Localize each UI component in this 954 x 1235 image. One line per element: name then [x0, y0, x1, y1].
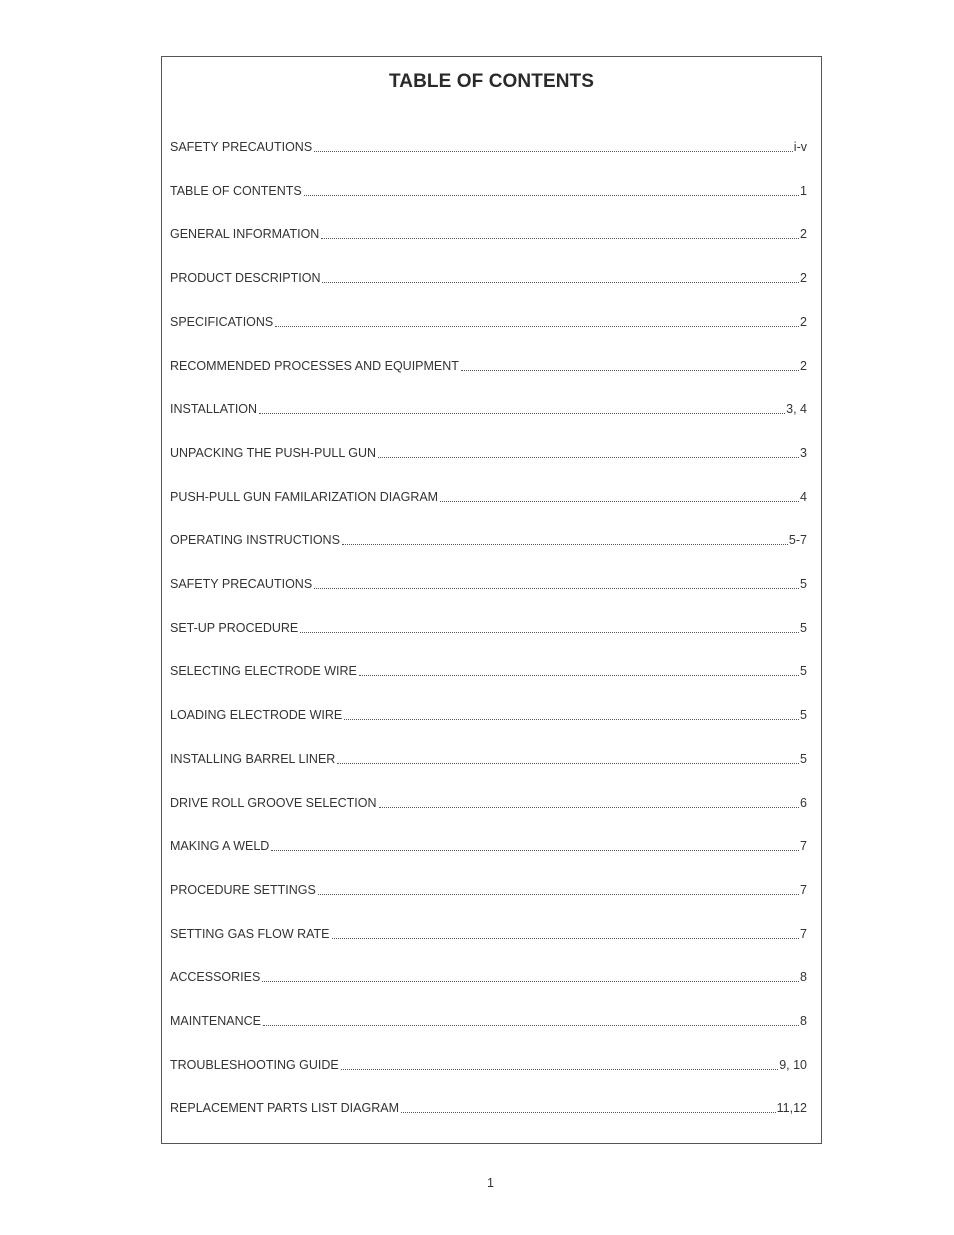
toc-entry [170, 969, 807, 985]
toc-entry [170, 139, 807, 155]
toc-entry-page: 2 [800, 358, 807, 373]
toc-dot-leader [337, 751, 799, 767]
toc-entry [170, 707, 807, 723]
toc-entry-label: GENERAL INFORMATION [170, 227, 320, 242]
toc-entry [170, 358, 807, 374]
toc-entry-label: SELECTING ELECTRODE WIRE [170, 664, 357, 679]
toc-list [170, 57, 807, 1143]
toc-entry-page: 2 [800, 271, 807, 286]
toc-entry-label: DRIVE ROLL GROOVE SELECTION [170, 795, 377, 810]
toc-entry-page: 1 [800, 183, 807, 198]
toc-entry [170, 663, 807, 679]
toc-entry [170, 620, 807, 636]
toc-entry-label: TABLE OF CONTENTS [170, 183, 302, 198]
toc-entry-label: UNPACKING THE PUSH-PULL GUN [170, 445, 377, 460]
toc-entry [170, 1013, 807, 1029]
toc-entry-page: 4 [800, 489, 807, 504]
toc-entry [170, 445, 807, 461]
toc-entry [170, 226, 807, 242]
toc-entry-page: 8 [800, 970, 807, 985]
toc-dot-leader [318, 882, 799, 898]
toc-entry-label: ACCESSORIES [170, 970, 261, 985]
toc-dot-leader [259, 401, 785, 417]
toc-entry-label: SETTING GAS FLOW RATE [170, 926, 330, 941]
toc-dot-leader [314, 576, 799, 592]
toc-dot-leader [314, 139, 793, 155]
toc-dot-leader [321, 226, 799, 242]
toc-dot-leader [341, 1057, 778, 1073]
toc-entry [170, 838, 807, 854]
toc-entry [170, 751, 807, 767]
toc-entry-label: SPECIFICATIONS [170, 314, 274, 329]
toc-dot-leader [263, 1013, 799, 1029]
toc-entry-page: i-v [793, 140, 807, 154]
toc-entry [170, 576, 807, 592]
toc-entry-label: SAFETY PRECAUTIONS [170, 140, 313, 154]
toc-dot-leader [461, 358, 799, 374]
toc-entry [170, 1057, 807, 1073]
toc-dot-leader [344, 707, 799, 723]
toc-entry-label: SET-UP PROCEDURE [170, 620, 299, 635]
toc-entry-page: 9, 10 [779, 1057, 807, 1072]
toc-dot-leader [332, 926, 800, 942]
toc-entry [170, 183, 807, 199]
toc-entry-page: 6 [800, 795, 807, 810]
toc-entry-label: PUSH-PULL GUN FAMILARIZATION DIAGRAM [170, 489, 439, 504]
toc-entry [170, 401, 807, 417]
toc-entry [170, 314, 807, 330]
toc-entry-page: 3 [800, 445, 807, 460]
toc-dot-leader [304, 183, 799, 199]
toc-entry-page: 7 [800, 926, 807, 941]
toc-entry [170, 1100, 807, 1116]
toc-entry-page: 7 [800, 839, 807, 854]
toc-entry-label: TROUBLESHOOTING GUIDE [170, 1057, 339, 1072]
toc-entry-page: 3, 4 [786, 402, 807, 417]
toc-entry [170, 532, 807, 548]
toc-dot-leader [275, 314, 799, 330]
toc-dot-leader [440, 489, 799, 505]
toc-entry-page: 7 [800, 882, 807, 897]
toc-entry [170, 795, 807, 811]
toc-entry-page: 5 [800, 577, 807, 591]
toc-dot-leader [271, 838, 799, 854]
toc-entry [170, 882, 807, 898]
toc-entry-page: 5 [800, 708, 807, 723]
toc-entry-page: 5 [800, 620, 807, 635]
toc-entry-label: REPLACEMENT PARTS LIST DIAGRAM [170, 1101, 399, 1116]
toc-dot-leader [322, 270, 799, 286]
toc-dot-leader [342, 532, 788, 548]
toc-entry-label: INSTALLING BARREL LINER [170, 751, 336, 766]
toc-entry [170, 489, 807, 505]
toc-entry-label: MAINTENANCE [170, 1014, 261, 1028]
toc-entry [170, 270, 807, 286]
toc-dot-leader [300, 620, 799, 636]
toc-entry-page: 5 [800, 664, 807, 679]
page-number: 1 [487, 1176, 494, 1190]
toc-entry-label: PROCEDURE SETTINGS [170, 882, 316, 897]
toc-entry-page: 8 [800, 1014, 807, 1028]
toc-entry-page: 5 [800, 751, 807, 766]
toc-entry-label: INSTALLATION [170, 402, 258, 417]
toc-entry [170, 926, 807, 942]
toc-dot-leader [262, 969, 799, 985]
toc-entry-label: OPERATING INSTRUCTIONS [170, 533, 340, 548]
toc-entry-label: PRODUCT DESCRIPTION [170, 271, 321, 286]
toc-entry-label: LOADING ELECTRODE WIRE [170, 708, 343, 723]
page-title: TABLE OF CONTENTS [388, 71, 595, 92]
toc-dot-leader [378, 445, 799, 461]
toc-dot-leader [401, 1100, 776, 1116]
toc-entry-page: 5-7 [788, 533, 807, 548]
toc-entry-page: 11,12 [776, 1101, 807, 1116]
table-of-contents-box [161, 56, 822, 1144]
toc-dot-leader [359, 663, 799, 679]
toc-entry-page: 2 [800, 227, 807, 242]
toc-entry-page: 2 [800, 314, 807, 329]
toc-entry-label: MAKING A WELD [170, 839, 270, 854]
toc-entry-label: SAFETY PRECAUTIONS [170, 577, 313, 591]
toc-dot-leader [379, 795, 800, 811]
toc-entry-label: RECOMMENDED PROCESSES AND EQUIPMENT [170, 358, 459, 373]
